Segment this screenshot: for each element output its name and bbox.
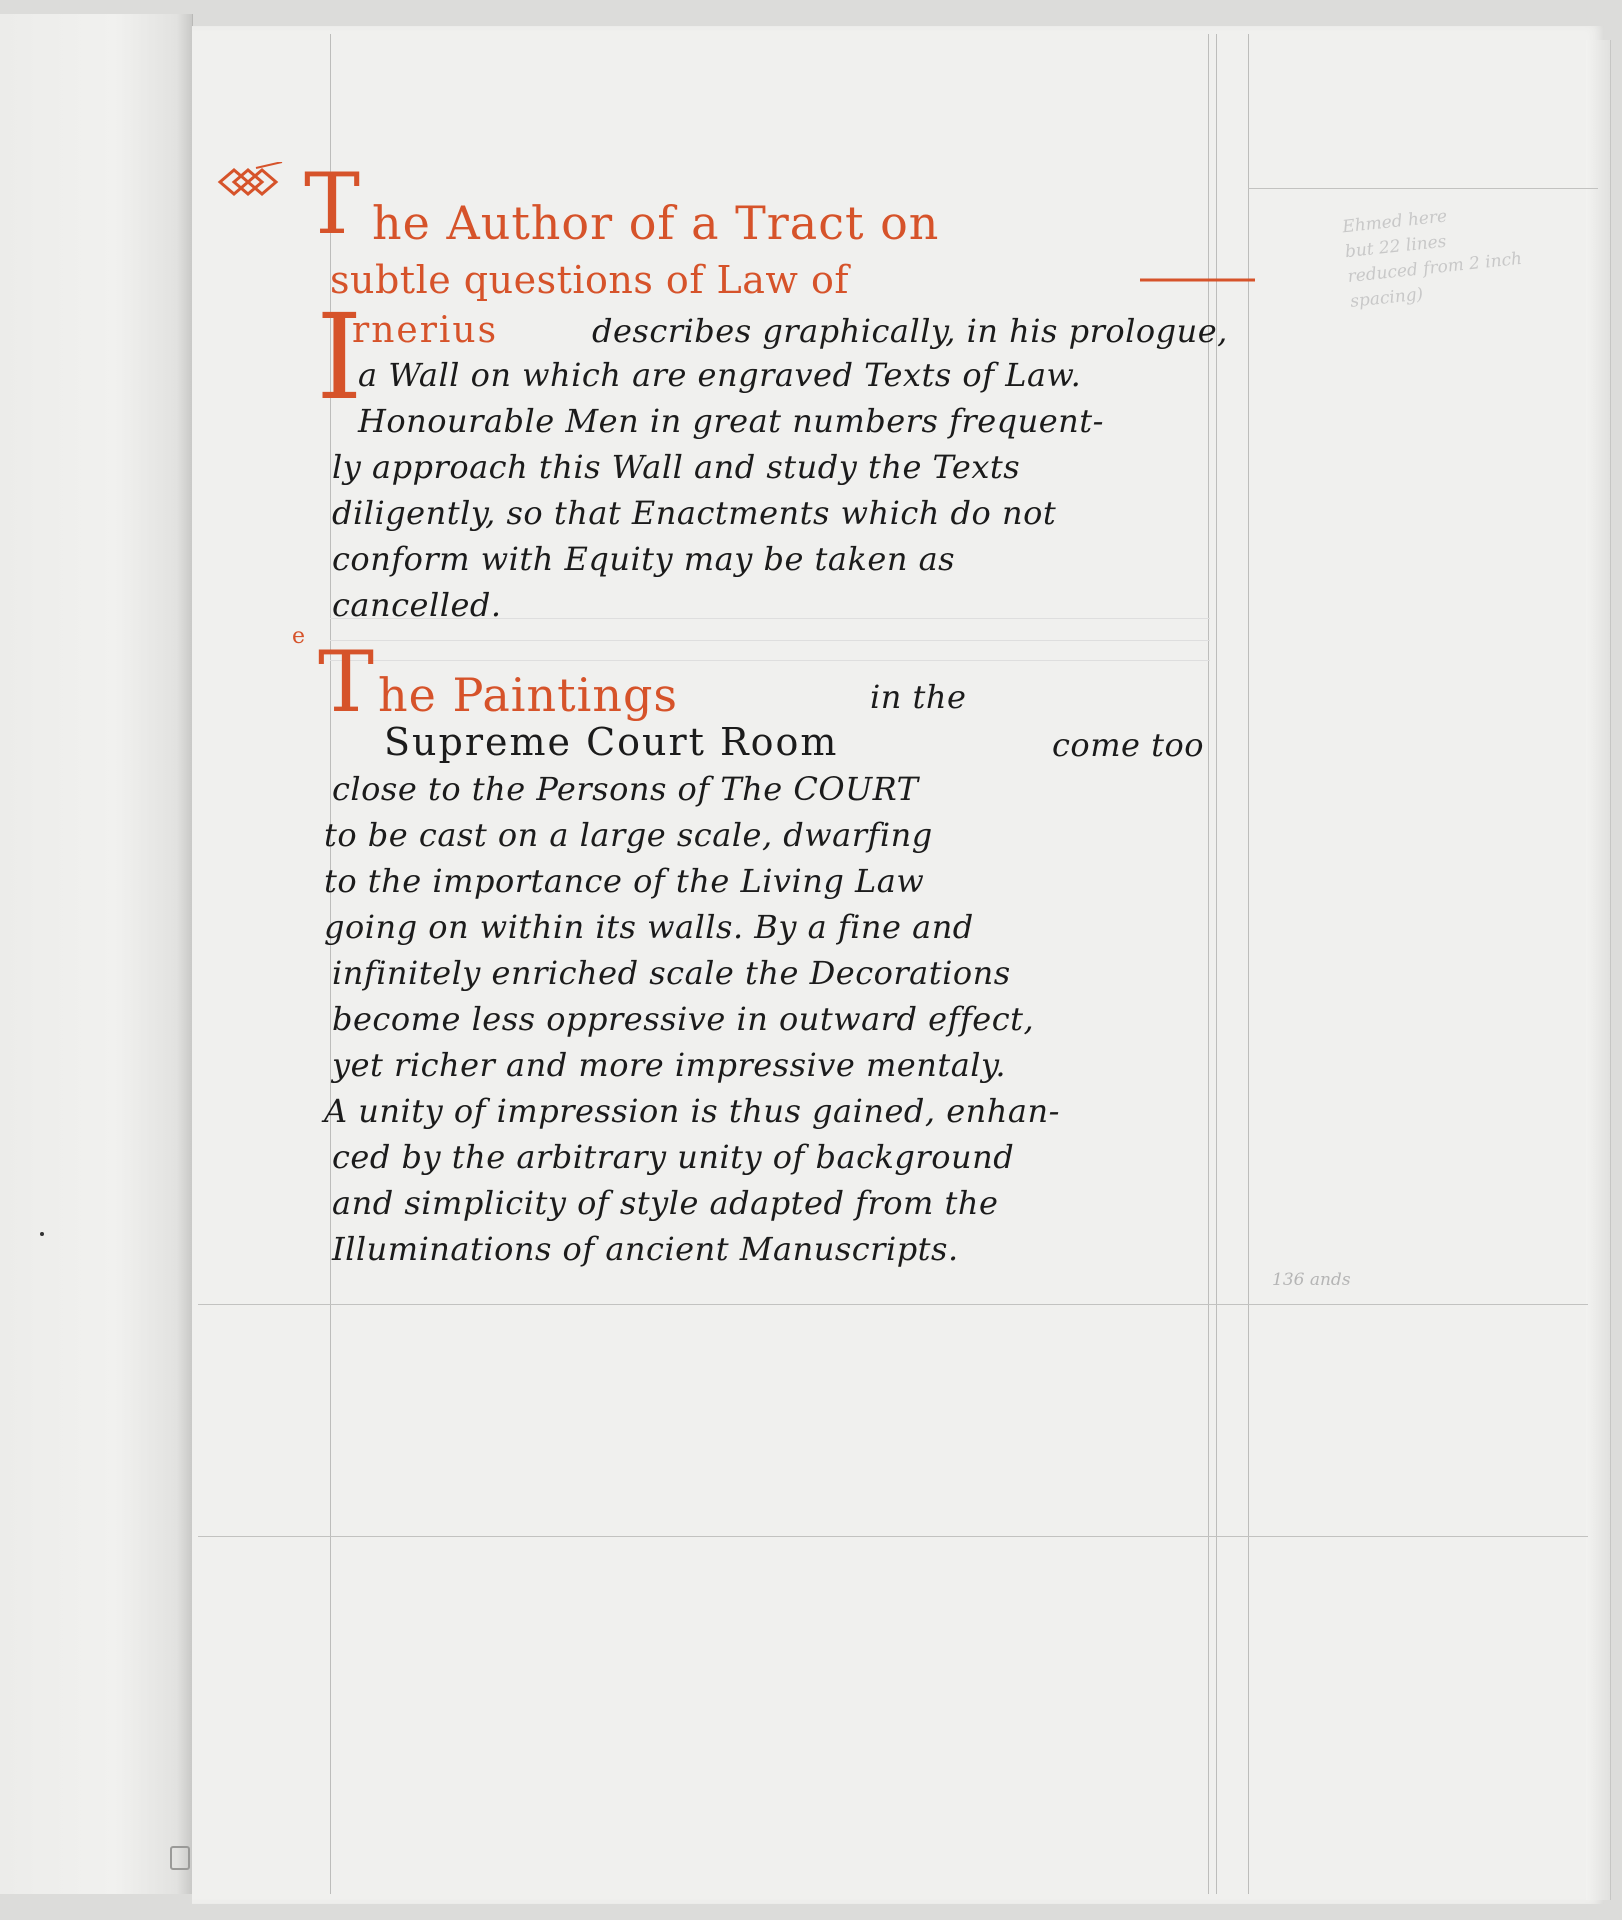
pencil-line-count: 136 ands xyxy=(1272,1270,1351,1290)
leaf-edge xyxy=(1586,40,1611,1900)
text-line: infinitely enriched scale the Decorations xyxy=(332,954,1011,992)
dropcap-t-1: T xyxy=(304,155,361,253)
heading-paintings: he Paintings xyxy=(378,668,678,722)
text-line: Honourable Men in great numbers frequent- xyxy=(358,402,1104,440)
text-line: ly approach this Wall and study the Texts xyxy=(332,448,1021,486)
rule-lower xyxy=(198,1536,1588,1537)
dropcap-i: I xyxy=(316,288,363,426)
text-line: and simplicity of style adapted from the xyxy=(332,1184,999,1222)
text-line: cancelled. xyxy=(332,586,502,624)
heading-line-2: subtle questions of Law of xyxy=(330,258,849,302)
text-line: A unity of impression is thus gained, enhan- xyxy=(324,1092,1060,1130)
rule-upper-margin xyxy=(1248,188,1598,189)
text-line: to the importance of the Living Law xyxy=(324,862,925,900)
pencil-margin-note: Ehmed here but 22 lines reduced from 2 inch spacing) xyxy=(1341,206,1523,312)
guide-line xyxy=(330,660,1210,661)
name-irnerius: rnerius xyxy=(352,310,499,351)
text-line: Illuminations of ancient Manuscripts. xyxy=(332,1230,959,1268)
small-e-mark: e xyxy=(292,624,306,649)
dropcap-t-2: T xyxy=(318,633,375,731)
text-line: a Wall on which are engraved Texts of Law. xyxy=(358,356,1082,394)
heading-line-1: he Author of a Tract on xyxy=(372,196,940,250)
text-line: describes graphically, in his prologue, xyxy=(592,312,1228,350)
text-line: going on within its walls. By a fine and xyxy=(324,908,974,946)
text-line: come too xyxy=(1052,726,1205,764)
binding-clip xyxy=(170,1846,190,1870)
text-line: to be cast on a large scale, dwarfing xyxy=(324,816,933,854)
text-line: in the xyxy=(870,678,967,716)
text-line: ced by the arbitrary unity of background xyxy=(332,1138,1015,1176)
text-line: diligently, so that Enactments which do not xyxy=(332,494,1057,532)
ink-speck xyxy=(40,1232,44,1236)
guide-line xyxy=(330,640,1210,641)
text-line: become less oppressive in outward effect, xyxy=(332,1000,1035,1038)
text-line: conform with Equity may be taken as xyxy=(332,540,956,578)
text-line: yet richer and more impressive mentaly. xyxy=(332,1046,1006,1084)
supreme-court-room: Supreme Court Room xyxy=(384,720,839,764)
margin-rule-right-outer xyxy=(1248,34,1249,1894)
flourish-stroke xyxy=(1140,270,1260,290)
left-facing-page xyxy=(0,14,193,1894)
text-line: close to the Persons of The COURT xyxy=(332,770,919,808)
knot-ornament-icon xyxy=(216,162,286,202)
rule-bottom-text xyxy=(198,1304,1588,1305)
